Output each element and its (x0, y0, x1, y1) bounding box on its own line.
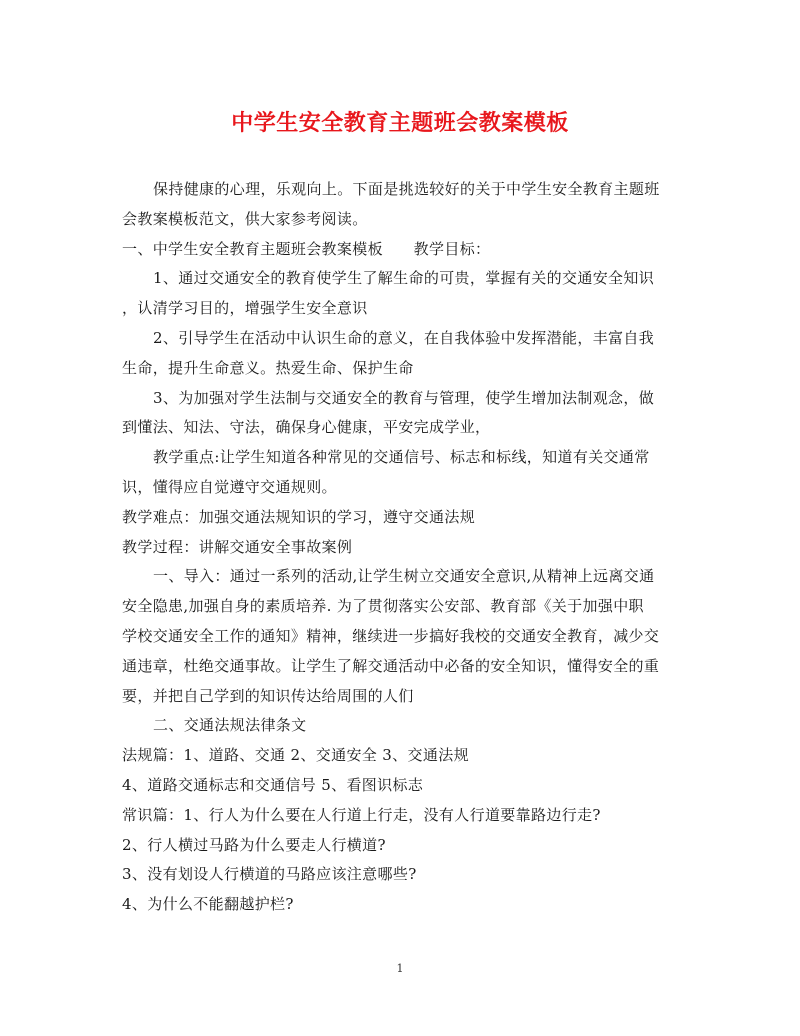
paragraph-line: 常识篇：1、行人为什么要在人行道上行走，没有人行道要靠路边行走? (122, 805, 601, 824)
document-title: 中学生安全教育主题班会教案模板 (231, 110, 569, 136)
paragraph-line: 生命，提升生命意义。热爱生命、保护生命 (122, 358, 414, 377)
section-heading: 一、中学生安全教育主题班会教案模板 教学目标： (122, 239, 491, 258)
paragraph-line: 2、行人横过马路为什么要走人行横道? (122, 835, 386, 854)
section-heading: 二、交通法规法律条文 (153, 716, 307, 735)
paragraph-line: 4、道路交通标志和交通信号 5、看图识标志 (122, 775, 424, 794)
paragraph-line: 学校交通安全工作的通知》精神，继续进一步搞好我校的交通安全教育，减少交 (122, 626, 660, 645)
paragraph-line: 2、引导学生在活动中认识生命的意义，在自我体验中发挥潜能，丰富自我 (153, 328, 655, 347)
paragraph-line: 到懂法、知法、守法，确保身心健康，平安完成学业， (122, 418, 491, 437)
paragraph-line: 教学重点:让学生知道各种常见的交通信号、标志和标线，知道有关交通常 (153, 448, 650, 467)
paragraph-line: 要，并把自己学到的知识传达给周围的人们 (122, 686, 414, 705)
paragraph-line: 安全隐患,加强自身的素质培养. 为了贯彻落实公安部、教育部《关于加强中职 (122, 597, 644, 616)
paragraph-line: ，认清学习目的，增强学生安全意识 (122, 299, 368, 318)
document-body (122, 175, 682, 920)
paragraph-line: 教学难点：加强交通法规知识的学习，遵守交通法规 (122, 507, 476, 526)
paragraph-line: 3、没有划设人行横道的马路应该注意哪些? (122, 865, 417, 884)
paragraph-line: 保持健康的心理，乐观向上。下面是挑选较好的关于中学生安全教育主题班 (153, 180, 660, 198)
paragraph-line: 教学过程：讲解交通安全事故案例 (122, 537, 353, 556)
paragraph-line: 法规篇：1、道路、交通 2、交通安全 3、交通法规 (122, 746, 469, 765)
paragraph-line: 通违章，杜绝交通事故。让学生了解交通活动中必备的安全知识，懂得安全的重 (122, 656, 660, 675)
paragraph-line: 一、导入：通过一系列的活动,让学生树立交通安全意识,从精神上远离交通 (153, 567, 655, 586)
paragraph-line: 1、通过交通安全的教育使学生了解生命的可贵，掌握有关的交通安全知识 (153, 269, 655, 288)
paragraph-line: 会教案模板范文，供大家参考阅读。 (122, 209, 368, 228)
paragraph-line: 3、为加强对学生法制与交通安全的教育与管理，使学生增加法制观念，做 (153, 388, 655, 407)
page-number: 1 (396, 962, 404, 975)
paragraph-line: 4、为什么不能翻越护栏? (122, 895, 294, 914)
paragraph-line: 识，懂得应自觉遵守交通规则。 (122, 477, 337, 496)
